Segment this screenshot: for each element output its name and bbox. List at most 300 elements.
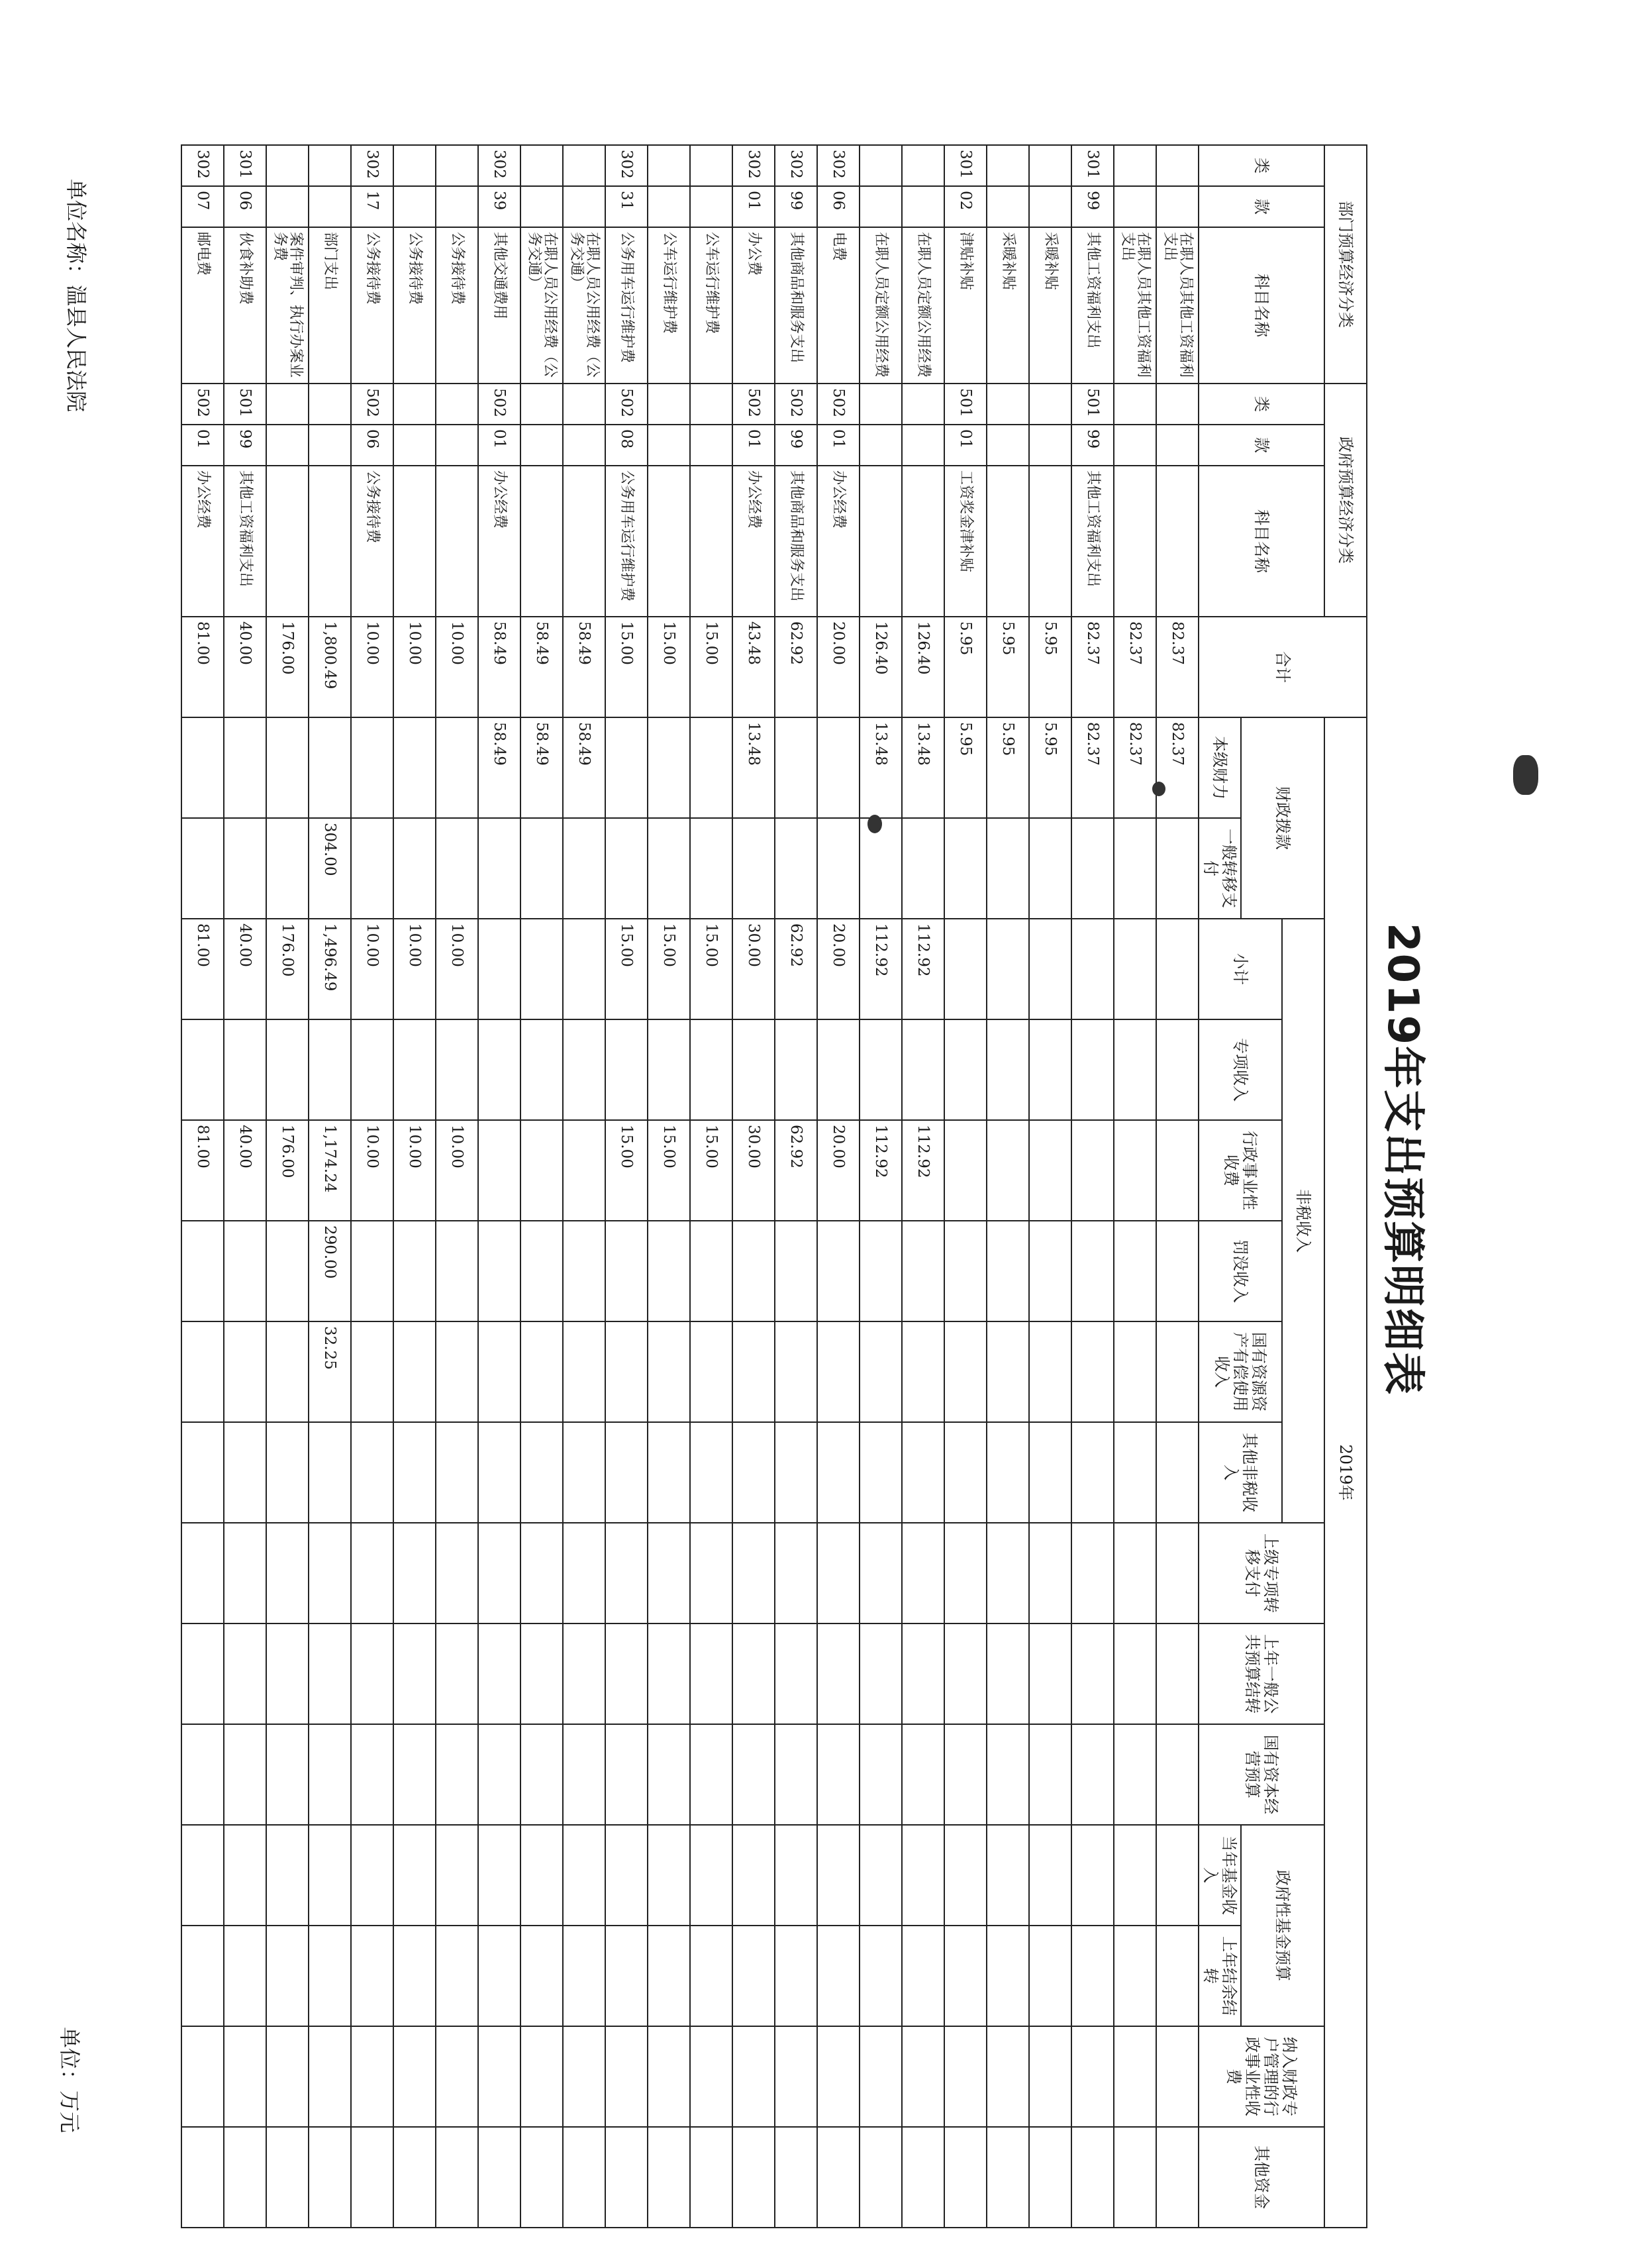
- cell-fine: [732, 1221, 775, 1321]
- cell-gen: [605, 818, 648, 919]
- table-row: [224, 145, 266, 2228]
- cell-empty: [1071, 1926, 1114, 2026]
- cell-empty: [690, 1825, 732, 1926]
- cell-sub: [478, 919, 520, 1019]
- cell-asset: 32.25: [309, 1321, 351, 1422]
- special-income-header: 专项收入: [1199, 1019, 1282, 1120]
- cell-empty: [224, 1825, 266, 1926]
- cell-gkuan: [436, 425, 478, 466]
- cell-empty: [775, 2026, 817, 2127]
- cell-fine: [563, 1221, 605, 1321]
- cell-name: 公车运行维护费: [648, 227, 690, 384]
- cell-sub: 15.00: [605, 919, 648, 1019]
- cell-other: [944, 1422, 987, 1523]
- cell-total: 10.00: [436, 617, 478, 717]
- cell-gname: [1114, 466, 1156, 617]
- cell-sub: 62.92: [775, 919, 817, 1019]
- cell-glei: 501: [944, 384, 987, 425]
- cell-gname: [266, 466, 309, 617]
- cell-empty: [520, 1724, 563, 1825]
- cell-empty: [436, 1624, 478, 1724]
- cell-lei: [436, 145, 478, 186]
- cell-lei: [266, 145, 309, 186]
- cell-spec: [436, 1019, 478, 1120]
- cell-own: 82.37: [1114, 717, 1156, 818]
- cell-other: [224, 1422, 266, 1523]
- table-row: [775, 145, 817, 2228]
- dept-class-header: 部门预算经济分类: [1324, 145, 1367, 384]
- cell-empty: [944, 1523, 987, 1624]
- cell-gkuan: [1156, 425, 1199, 466]
- cell-empty: [987, 1926, 1029, 2026]
- cell-empty: [224, 1523, 266, 1624]
- cell-gkuan: [902, 425, 944, 466]
- cell-empty: [309, 2026, 351, 2127]
- cell-own: 82.37: [1156, 717, 1199, 818]
- cell-other: [1071, 1422, 1114, 1523]
- cell-glei: 502: [817, 384, 860, 425]
- cell-total: 82.37: [1071, 617, 1114, 717]
- cell-asset: [605, 1321, 648, 1422]
- cell-asset: [860, 1321, 902, 1422]
- cell-fee: 1,174.24: [309, 1120, 351, 1221]
- subject-name-header: 科目名称: [1199, 227, 1324, 384]
- cell-empty: [436, 1724, 478, 1825]
- cell-fee: 20.00: [817, 1120, 860, 1221]
- cell-other: [648, 1422, 690, 1523]
- cell-empty: [902, 2127, 944, 2228]
- cell-asset: [775, 1321, 817, 1422]
- cell-gen: [1114, 818, 1156, 919]
- cell-gname: [520, 466, 563, 617]
- cell-total: 10.00: [393, 617, 436, 717]
- cell-empty: [1071, 1523, 1114, 1624]
- cell-total: 15.00: [605, 617, 648, 717]
- fund-income-header: 当年基金收入: [1199, 1825, 1241, 1926]
- cell-lei: [648, 145, 690, 186]
- cell-empty: [266, 1825, 309, 1926]
- cell-gname: 其他工资福利支出: [224, 466, 266, 617]
- cell-empty: [775, 1624, 817, 1724]
- cell-empty: [520, 1926, 563, 2026]
- cell-sub: 30.00: [732, 919, 775, 1019]
- cell-empty: [1029, 2026, 1071, 2127]
- cell-gname: [1029, 466, 1071, 617]
- table-row: [309, 145, 351, 2228]
- table-row: [266, 145, 309, 2228]
- cell-fine: [944, 1221, 987, 1321]
- cell-empty: [1114, 1724, 1156, 1825]
- table-row: [478, 145, 520, 2228]
- cell-fine: [436, 1221, 478, 1321]
- cell-empty: [181, 1926, 224, 2026]
- table-row: [1156, 145, 1199, 2228]
- cell-empty: [817, 2026, 860, 2127]
- cell-spec: [605, 1019, 648, 1120]
- table-row: [648, 145, 690, 2228]
- cell-spec: [860, 1019, 902, 1120]
- cell-gname: 其他商品和服务支出: [775, 466, 817, 617]
- cell-empty: [732, 2026, 775, 2127]
- cell-own: [224, 717, 266, 818]
- cell-total: 82.37: [1114, 617, 1156, 717]
- cell-own: [605, 717, 648, 818]
- cell-fee: 112.92: [860, 1120, 902, 1221]
- cell-glei: 502: [775, 384, 817, 425]
- cell-gname: [690, 466, 732, 617]
- cell-kuan: 31: [605, 186, 648, 227]
- cell-lei: 302: [605, 145, 648, 186]
- cell-asset: [732, 1321, 775, 1422]
- cell-gname: 公务接待费: [351, 466, 393, 617]
- cell-gen: [436, 818, 478, 919]
- cell-glei: [1114, 384, 1156, 425]
- cell-other: [393, 1422, 436, 1523]
- cell-empty: [1029, 1523, 1071, 1624]
- cell-fine: [860, 1221, 902, 1321]
- finance-grant-header: 财政拨款: [1241, 717, 1324, 919]
- cell-empty: [605, 1926, 648, 2026]
- cell-lei: [690, 145, 732, 186]
- subtotal-header: 小计: [1199, 919, 1282, 1019]
- cell-empty: [902, 1523, 944, 1624]
- upper-special-header: 上级专项转移支付: [1199, 1523, 1324, 1624]
- cell-lei: 301: [1071, 145, 1114, 186]
- table-row: [1114, 145, 1156, 2228]
- table-row: [1071, 145, 1114, 2228]
- cell-empty: [860, 2026, 902, 2127]
- cell-empty: [605, 1523, 648, 1624]
- cell-empty: [605, 2026, 648, 2127]
- cell-empty: [563, 1724, 605, 1825]
- cell-empty: [817, 1926, 860, 2026]
- cell-empty: [1029, 1624, 1071, 1724]
- cell-total: 15.00: [690, 617, 732, 717]
- cell-kuan: [860, 186, 902, 227]
- cell-gen: [944, 818, 987, 919]
- gov-kuan-header: 款: [1199, 425, 1324, 466]
- cell-sub: 10.00: [393, 919, 436, 1019]
- cell-own: 13.48: [860, 717, 902, 818]
- cell-gen: [902, 818, 944, 919]
- cell-empty: [266, 2026, 309, 2127]
- cell-glei: [309, 384, 351, 425]
- cell-asset: [987, 1321, 1029, 1422]
- cell-spec: [563, 1019, 605, 1120]
- cell-glei: [1029, 384, 1071, 425]
- cell-other: [690, 1422, 732, 1523]
- cell-spec: [987, 1019, 1029, 1120]
- cell-lei: [987, 145, 1029, 186]
- cell-sub: 15.00: [690, 919, 732, 1019]
- cell-empty: [732, 1926, 775, 2026]
- cell-glei: 502: [181, 384, 224, 425]
- cell-empty: [987, 2127, 1029, 2228]
- cell-kuan: [1114, 186, 1156, 227]
- cell-fee: [563, 1120, 605, 1221]
- cell-empty: [860, 1523, 902, 1624]
- cell-glei: 501: [1071, 384, 1114, 425]
- cell-spec: [817, 1019, 860, 1120]
- cell-empty: [478, 1523, 520, 1624]
- cell-lei: 302: [775, 145, 817, 186]
- cell-spec: [902, 1019, 944, 1120]
- cell-gkuan: [987, 425, 1029, 466]
- cell-empty: [944, 1825, 987, 1926]
- cell-gen: [690, 818, 732, 919]
- cell-fee: [944, 1120, 987, 1221]
- cell-name: 公务接待费: [351, 227, 393, 384]
- cell-gkuan: [860, 425, 902, 466]
- cell-kuan: 02: [944, 186, 987, 227]
- cell-empty: [224, 1926, 266, 2026]
- cell-empty: [520, 2127, 563, 2228]
- cell-glei: [520, 384, 563, 425]
- cell-fine: [902, 1221, 944, 1321]
- cell-empty: [817, 1724, 860, 1825]
- cell-other: [478, 1422, 520, 1523]
- cell-fine: [1071, 1221, 1114, 1321]
- cell-empty: [181, 2127, 224, 2228]
- cell-empty: [732, 1724, 775, 1825]
- cell-empty: [690, 1624, 732, 1724]
- cell-gname: [860, 466, 902, 617]
- cell-empty: [648, 1825, 690, 1926]
- table-row: [181, 145, 224, 2228]
- cell-name: 采暖补贴: [1029, 227, 1071, 384]
- cell-other: [1156, 1422, 1199, 1523]
- cell-gkuan: [1114, 425, 1156, 466]
- cell-sub: 20.00: [817, 919, 860, 1019]
- cell-sub: 40.00: [224, 919, 266, 1019]
- cell-sub: 15.00: [648, 919, 690, 1019]
- cell-empty: [1071, 1624, 1114, 1724]
- unit-name: 单位名称：温县人民法院: [64, 179, 89, 413]
- cell-gname: 其他工资福利支出: [1071, 466, 1114, 617]
- cell-lei: [520, 145, 563, 186]
- cell-empty: [351, 1926, 393, 2026]
- table-row: [351, 145, 393, 2228]
- table-row: [393, 145, 436, 2228]
- cell-gen: [224, 818, 266, 919]
- cell-empty: [181, 1724, 224, 1825]
- cell-empty: [393, 1926, 436, 2026]
- cell-spec: [351, 1019, 393, 1120]
- table-row: [860, 145, 902, 2228]
- cell-lei: 302: [732, 145, 775, 186]
- cell-empty: [775, 1825, 817, 1926]
- cell-gname: [309, 466, 351, 617]
- cell-empty: [563, 1825, 605, 1926]
- cell-asset: [1114, 1321, 1156, 1422]
- cell-gkuan: [690, 425, 732, 466]
- cell-sub: 10.00: [351, 919, 393, 1019]
- cell-gkuan: 01: [732, 425, 775, 466]
- cell-gen: [563, 818, 605, 919]
- cell-empty: [224, 1724, 266, 1825]
- cell-gkuan: 08: [605, 425, 648, 466]
- cell-fee: 62.92: [775, 1120, 817, 1221]
- cell-empty: [351, 2127, 393, 2228]
- gov-class-header: 政府预算经济分类: [1324, 384, 1367, 617]
- cell-empty: [690, 2026, 732, 2127]
- cell-lei: 302: [478, 145, 520, 186]
- cell-sub: 112.92: [902, 919, 944, 1019]
- cell-kuan: [563, 186, 605, 227]
- cell-fee: 81.00: [181, 1120, 224, 1221]
- cell-gkuan: 99: [1071, 425, 1114, 466]
- cell-empty: [224, 1624, 266, 1724]
- cell-empty: [266, 2127, 309, 2228]
- cell-lei: [1029, 145, 1071, 186]
- cell-empty: [266, 1926, 309, 2026]
- cell-empty: [860, 1825, 902, 1926]
- table-row: [732, 145, 775, 2228]
- cell-gkuan: [648, 425, 690, 466]
- cell-empty: [775, 1724, 817, 1825]
- cell-empty: [1114, 2127, 1156, 2228]
- cell-lei: 302: [181, 145, 224, 186]
- cell-empty: [520, 1825, 563, 1926]
- cell-spec: [181, 1019, 224, 1120]
- cell-kuan: 01: [732, 186, 775, 227]
- cell-fee: 10.00: [351, 1120, 393, 1221]
- cell-spec: [1071, 1019, 1114, 1120]
- cell-glei: [690, 384, 732, 425]
- cell-fine: [1029, 1221, 1071, 1321]
- cell-kuan: 17: [351, 186, 393, 227]
- cell-fine: [605, 1221, 648, 1321]
- cell-glei: [902, 384, 944, 425]
- cell-sub: 176.00: [266, 919, 309, 1019]
- cell-spec: [266, 1019, 309, 1120]
- cell-fine: [1114, 1221, 1156, 1321]
- cell-fee: 10.00: [393, 1120, 436, 1221]
- fine-income-header: 罚没收入: [1199, 1221, 1282, 1321]
- cell-gname: [648, 466, 690, 617]
- cell-own: [817, 717, 860, 818]
- table-row: [902, 145, 944, 2228]
- cell-empty: [817, 1825, 860, 1926]
- cell-gname: [436, 466, 478, 617]
- cell-own: 13.48: [902, 717, 944, 818]
- cell-own: [351, 717, 393, 818]
- cell-asset: [1071, 1321, 1114, 1422]
- scan-speck: [1152, 782, 1165, 796]
- cell-empty: [266, 1523, 309, 1624]
- cell-empty: [944, 1926, 987, 2026]
- cell-own: [266, 717, 309, 818]
- cell-other: [775, 1422, 817, 1523]
- cell-gname: [902, 466, 944, 617]
- cell-name: 伙食补助费: [224, 227, 266, 384]
- cell-glei: 502: [478, 384, 520, 425]
- cell-empty: [690, 2127, 732, 2228]
- cell-empty: [860, 1724, 902, 1825]
- cell-gname: 工资奖金津补贴: [944, 466, 987, 617]
- cell-empty: [817, 1624, 860, 1724]
- cell-own: [690, 717, 732, 818]
- cell-kuan: [987, 186, 1029, 227]
- cell-fee: 30.00: [732, 1120, 775, 1221]
- cell-empty: [944, 1624, 987, 1724]
- cell-other: [520, 1422, 563, 1523]
- cell-asset: [436, 1321, 478, 1422]
- cell-glei: [266, 384, 309, 425]
- cell-kuan: [1029, 186, 1071, 227]
- cell-empty: [605, 1724, 648, 1825]
- cell-sub: 1,496.49: [309, 919, 351, 1019]
- cell-name: 津贴补贴: [944, 227, 987, 384]
- cell-spec: [944, 1019, 987, 1120]
- cell-other: [1114, 1422, 1156, 1523]
- year-header: 2019年: [1324, 717, 1367, 2228]
- cell-empty: [605, 1825, 648, 1926]
- cell-empty: [902, 1825, 944, 1926]
- cell-spec: [1029, 1019, 1071, 1120]
- cell-empty: [1029, 1724, 1071, 1825]
- cell-own: 5.95: [944, 717, 987, 818]
- cell-lei: 301: [224, 145, 266, 186]
- cell-empty: [902, 2026, 944, 2127]
- last-year-balance-header: 上年一般公共预算结转: [1199, 1624, 1324, 1724]
- cell-total: 126.40: [902, 617, 944, 717]
- cell-fee: [1114, 1120, 1156, 1221]
- cell-own: [436, 717, 478, 818]
- cell-name: 在职人员定额公用经费: [860, 227, 902, 384]
- cell-total: 20.00: [817, 617, 860, 717]
- cell-gname: [393, 466, 436, 617]
- cell-empty: [987, 1825, 1029, 1926]
- cell-lei: [902, 145, 944, 186]
- cell-empty: [987, 1523, 1029, 1624]
- cell-empty: [478, 2127, 520, 2228]
- table-row: [520, 145, 563, 2228]
- cell-gname: 办公经费: [181, 466, 224, 617]
- cell-empty: [393, 2026, 436, 2127]
- cell-empty: [478, 2026, 520, 2127]
- cell-empty: [520, 1523, 563, 1624]
- cell-gen: [648, 818, 690, 919]
- cell-sub: [1071, 919, 1114, 1019]
- cell-total: 176.00: [266, 617, 309, 717]
- cell-glei: 502: [732, 384, 775, 425]
- cell-fee: 112.92: [902, 1120, 944, 1221]
- cell-empty: [1029, 1926, 1071, 2026]
- cell-other: [266, 1422, 309, 1523]
- cell-name: 其他交通费用: [478, 227, 520, 384]
- gov-lei-header: 类: [1199, 384, 1324, 425]
- cell-empty: [393, 1724, 436, 1825]
- cell-empty: [351, 2026, 393, 2127]
- cell-sub: 81.00: [181, 919, 224, 1019]
- cell-gkuan: 99: [775, 425, 817, 466]
- cell-empty: [1156, 1523, 1199, 1624]
- cell-empty: [478, 1624, 520, 1724]
- cell-own: 5.95: [987, 717, 1029, 818]
- cell-name: 电费: [817, 227, 860, 384]
- cell-total: 43.48: [732, 617, 775, 717]
- cell-name: 其他商品和服务支出: [775, 227, 817, 384]
- cell-fine: [266, 1221, 309, 1321]
- fund-balance-header: 上年结余结转: [1199, 1926, 1241, 2026]
- cell-empty: [478, 1825, 520, 1926]
- cell-glei: [393, 384, 436, 425]
- cell-own: [393, 717, 436, 818]
- cell-spec: [648, 1019, 690, 1120]
- cell-fee: [1156, 1120, 1199, 1221]
- gov-fund-header: 政府性基金预算: [1241, 1825, 1324, 2026]
